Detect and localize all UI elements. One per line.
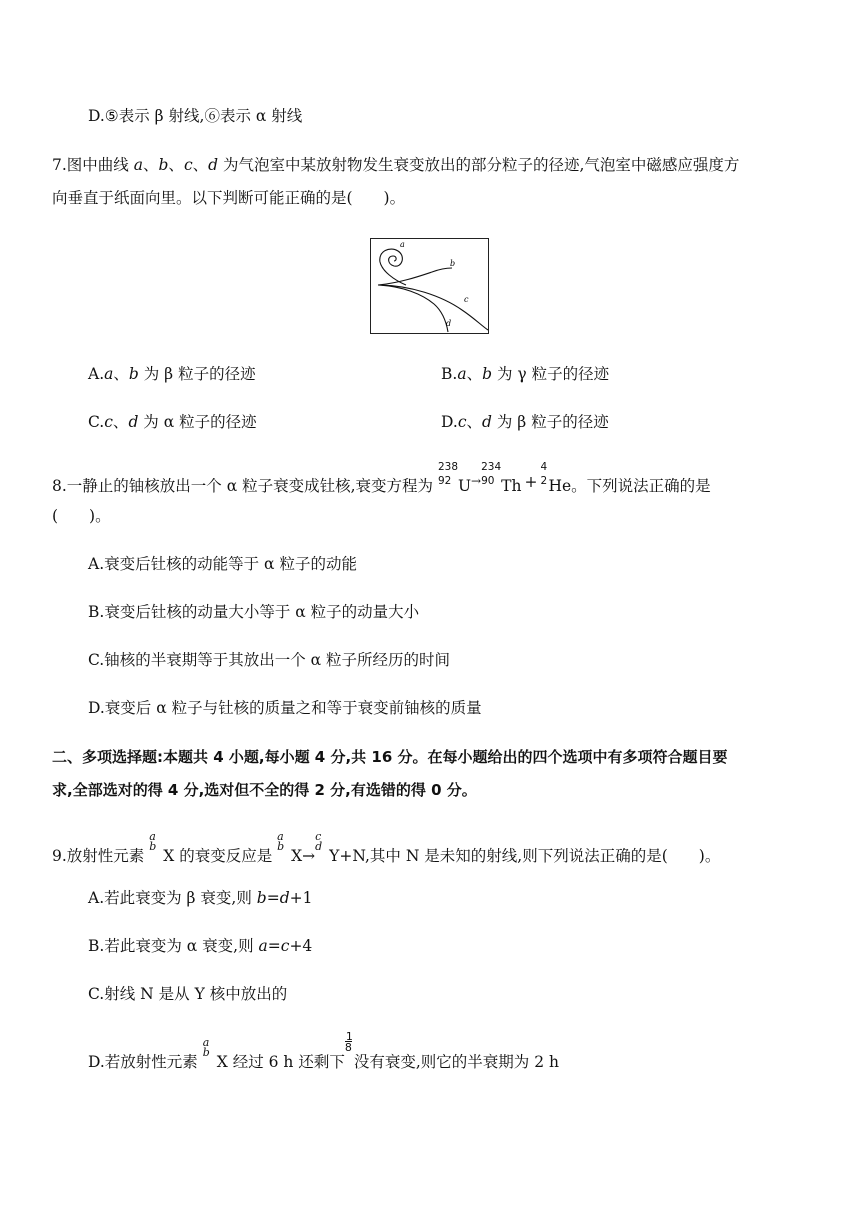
- q7-stem-line1: [52, 155, 739, 175]
- q7-option-c: [88, 412, 257, 432]
- q7-option-a: [88, 364, 256, 384]
- q7-option-a-label: A.: [88, 365, 105, 383]
- q7-option-d-label: D.: [441, 413, 458, 431]
- q7-option-d: [441, 412, 609, 432]
- q9-option-c: C.射线 N 是从 Y 核中放出的: [88, 985, 288, 1003]
- fraction-denominator: 8: [344, 1041, 352, 1054]
- th-symbol: Th: [501, 477, 522, 495]
- q9-stem-pre: 9.放射性元素: [52, 847, 150, 865]
- q7-option-b-label: B.: [441, 365, 458, 383]
- section2-heading-line1: 二、多项选择题:本题共 4 小题,每小题 4 分,共 16 分。在每小题给出的四个选项中有多项符合题目要: [52, 748, 728, 766]
- q7-option-c-var: d: [128, 413, 139, 431]
- y-mass-var: c: [315, 830, 322, 843]
- he-mass-number: 4: [540, 461, 548, 473]
- q8-stem-post: 。下列说法正确的是: [571, 477, 711, 495]
- q9-option-a-var: b: [256, 889, 267, 907]
- th-atomic-number: 90: [481, 475, 495, 487]
- q7-sep: 、: [113, 365, 129, 383]
- q7-var-c: c: [183, 156, 193, 174]
- q9-option-d-mid: 经过 6 h 还剩下: [227, 1053, 345, 1071]
- q9-option-b-var: c: [280, 937, 290, 955]
- q7-var-a: a: [133, 156, 143, 174]
- y-symbol: Y: [329, 847, 340, 865]
- q7-option-a-text: 为 β 粒子的径迹: [138, 365, 256, 383]
- label-b: b: [450, 259, 456, 268]
- helium-isotope: [540, 461, 548, 491]
- q9-stem-mid: 的衰变反应是: [174, 847, 278, 865]
- q9-stem-post: +N,其中 N 是未知的射线,则下列说法正确的是( )。: [339, 847, 721, 865]
- q7-sep: 、: [192, 156, 209, 174]
- section2-heading-line2: 求,全部选对的得 4 分,选对但不全的得 2 分,有选错的得 0 分。: [52, 781, 477, 799]
- x-mass-var: a: [149, 830, 156, 843]
- q7-option-b: [441, 364, 609, 384]
- q8-stem-line1: [52, 461, 711, 497]
- q8-option-b: B.衰变后钍核的动量大小等于 α 粒子的动量大小: [88, 603, 420, 621]
- q9-option-a-text: A.若此衰变为 β 衰变,则: [88, 889, 257, 907]
- prev-option-d: D.⑤表示 β 射线,⑥表示 α 射线: [88, 107, 303, 125]
- q8-option-c: C.铀核的半衰期等于其放出一个 α 粒子所经历的时间: [88, 651, 451, 669]
- q9-option-d-text: D.若放射性元素: [88, 1053, 203, 1071]
- q9-option-b: [88, 936, 312, 956]
- label-d: d: [446, 319, 452, 328]
- q8-stem-line2: ( )。: [52, 507, 111, 525]
- y-atomic-var: d: [315, 840, 323, 853]
- q8-option-a: A.衰变后钍核的动能等于 α 粒子的动能: [88, 555, 357, 573]
- q7-option-a-var: b: [128, 365, 139, 383]
- plus-sign: +: [524, 473, 538, 491]
- x-isotope: [149, 830, 163, 861]
- u-symbol: U: [457, 477, 472, 495]
- equals-sign: =: [266, 889, 280, 907]
- q7-sep: 、: [466, 413, 483, 431]
- q7-option-d-var: d: [482, 413, 492, 431]
- reaction-arrow: →: [471, 474, 482, 488]
- he-symbol: He: [548, 477, 572, 495]
- q7-option-b-text: 为 γ 粒子的径迹: [492, 365, 610, 383]
- x-isotope: [202, 1036, 217, 1067]
- q8-option-d: D.衰变后 α 粒子与钍核的质量之和等于衰变前铀核的质量: [88, 699, 482, 717]
- q7-option-b-var: a: [457, 365, 467, 383]
- q8-stem-pre: 8.一静止的铀核放出一个 α 粒子衰变成钍核,衰变方程为: [52, 477, 438, 495]
- q7-var-b: b: [158, 156, 169, 174]
- q9-option-a-tail: +1: [289, 889, 313, 907]
- he-atomic-number: 2: [540, 475, 548, 487]
- uranium-isotope: [437, 461, 459, 491]
- q7-option-c-text: 为 α 粒子的径迹: [138, 413, 257, 431]
- label-a: a: [400, 240, 405, 249]
- u-atomic-number: 92: [437, 475, 452, 487]
- x-mass-var: a: [202, 1036, 210, 1049]
- equals-sign: =: [267, 937, 281, 955]
- q7-stem-pre: 7.图中曲线: [52, 156, 134, 174]
- x-atomic-var: b: [149, 840, 157, 853]
- x-symbol: X: [291, 847, 303, 865]
- label-c: c: [464, 295, 469, 304]
- x-atomic-var: b: [277, 840, 285, 853]
- q7-option-c-var: c: [104, 413, 113, 431]
- q9-option-a-var: d: [279, 889, 290, 907]
- x-symbol: X: [216, 1053, 228, 1071]
- fraction-numerator: 1: [345, 1030, 353, 1043]
- q7-sep: 、: [112, 413, 129, 431]
- q9-option-b-tail: +4: [289, 937, 313, 955]
- q7-stem-line2: 向垂直于纸面向里。以下判断可能正确的是( )。: [52, 189, 406, 207]
- reaction-arrow: →: [302, 847, 316, 865]
- q7-option-b-var: b: [482, 365, 493, 383]
- q9-option-a: [88, 888, 313, 908]
- x-isotope: [277, 830, 291, 861]
- q7-var-d: d: [208, 156, 219, 174]
- x-mass-var: a: [277, 830, 284, 843]
- bubble-chamber-tracks-figure: [370, 238, 489, 334]
- fraction-one-eighth: [344, 1030, 354, 1067]
- q7-sep: 、: [466, 365, 483, 383]
- q7-sep: 、: [142, 156, 159, 174]
- q7-sep: 、: [168, 156, 184, 174]
- q7-option-a-var: a: [104, 365, 114, 383]
- q9-stem: [52, 830, 721, 866]
- q7-option-d-text: 为 β 粒子的径迹: [491, 413, 609, 431]
- q7-option-c-label: C.: [88, 413, 105, 431]
- x-atomic-var: b: [202, 1046, 210, 1059]
- q9-option-d-tail: 没有衰变,则它的半衰期为 2 h: [353, 1053, 559, 1071]
- q9-option-d: [88, 1030, 559, 1072]
- q7-stem-post: 为气泡室中某放射物发生衰变放出的部分粒子的径迹,气泡室中磁感应强度方: [218, 156, 740, 174]
- y-isotope: [315, 830, 329, 861]
- x-symbol: X: [163, 847, 175, 865]
- q9-option-b-var: a: [258, 937, 268, 955]
- u-mass-number: 238: [437, 461, 459, 473]
- th-mass-number: 234: [481, 461, 502, 473]
- q7-option-d-var: c: [457, 413, 467, 431]
- thorium-isotope: [481, 461, 502, 491]
- q9-option-b-text: B.若此衰变为 α 衰变,则: [88, 937, 259, 955]
